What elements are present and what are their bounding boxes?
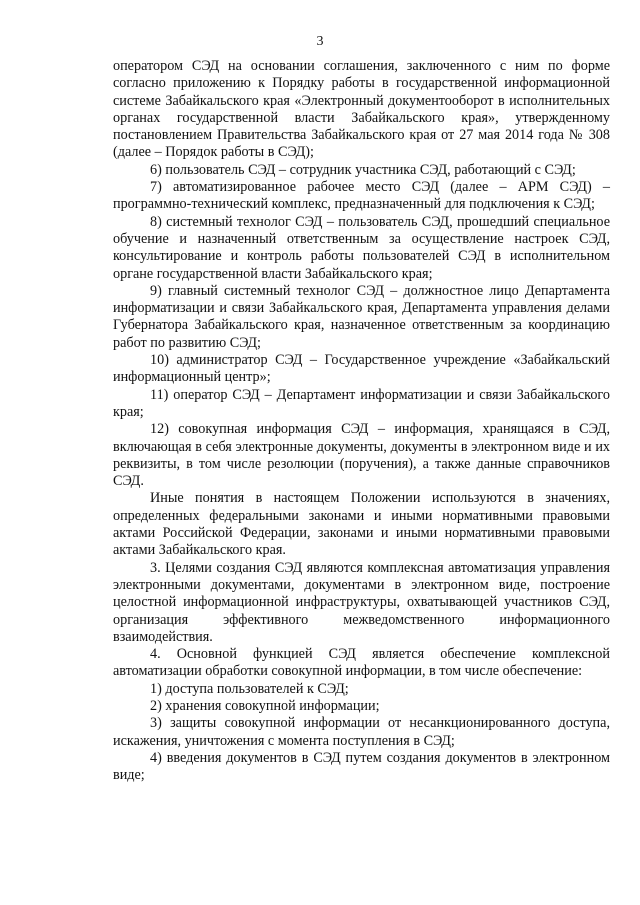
paragraph-definition-11: 11) оператор СЭД – Департамент информатизации и связи Забайкальского края; [113,386,610,420]
paragraph-definition-12: 12) совокупная информация СЭД – информация, хранящаяся в СЭД, включающая в себя электронные документы, документы в электронном виде и их реквизиты, в том числе резолюции (поручения), а также данные справочников СЭД. [113,421,610,490]
paragraph-other-terms: Иные понятия в настоящем Положении используются в значениях, определенных федеральными законами и иными нормативными правовыми актами Российской Федерации, законами и иными нормативными правовыми актами Забайкальского края. [113,490,610,559]
paragraph-definition-7: 7) автоматизированное рабочее место СЭД (далее – АРМ СЭД) – программно-технический комплекс, предназначенный для подключения к СЭД; [113,179,610,213]
paragraph-definition-10: 10) администратор СЭД – Государственное учреждение «Забайкальский информационный центр»; [113,352,610,386]
paragraph-item-2: 2) хранения совокупной информации; [150,697,380,714]
paragraph-item-3: 3) защиты совокупной информации от несанкционированного доступа, искажения, уничтожения с момента поступления в СЭД; [113,715,610,749]
paragraph-definition-6: 6) пользователь СЭД – сотрудник участника СЭД, работающий с СЭД; [150,161,576,178]
paragraph-definition-8: 8) системный технолог СЭД – пользователь СЭД, прошедший специальное обучение и назначенный ответственным за осуществление настроек СЭД, консультирование и контроль работы пользователей СЭД в исполнительном органе государственной власти Забайкальского края; [113,213,610,282]
paragraph-continuation: оператором СЭД на основании соглашения, заключенного с ним по форме согласно приложению к Порядку работы в государственной информационной системе Забайкальского края «Электронный документооборот в исполнительных органах государственной власти Забайкальского края», утвержденному постановлением Правительства Забайкальского края от 27 мая 2014 года № 308 (далее – Порядок работы в СЭД); [113,58,610,161]
paragraph-item-4: 4) введения документов в СЭД путем создания документов в электронном виде; [113,749,610,784]
document-body [113,58,610,784]
paragraph-section-3: 3. Целями создания СЭД являются комплексная автоматизация управления электронными документами, документами в электронном виде, построение целостной информационной инфраструктуры, охватывающей участников СЭД, организация эффективного межведомственного информационного взаимодействия. [113,559,610,645]
page-number: 3 [316,34,324,49]
paragraph-definition-9: 9) главный системный технолог СЭД – должностное лицо Департамента информатизации и связи Забайкальского края, Департамента управления делами Губернатора Забайкальского края, назначенное ответственным за координацию работ по развитию СЭД; [113,282,610,351]
paragraph-section-4: 4. Основной функцией СЭД является обеспечение комплексной автоматизации обработки совокупной информации, в том числе обеспечение: [113,646,610,680]
paragraph-item-1: 1) доступа пользователей к СЭД; [150,680,349,697]
